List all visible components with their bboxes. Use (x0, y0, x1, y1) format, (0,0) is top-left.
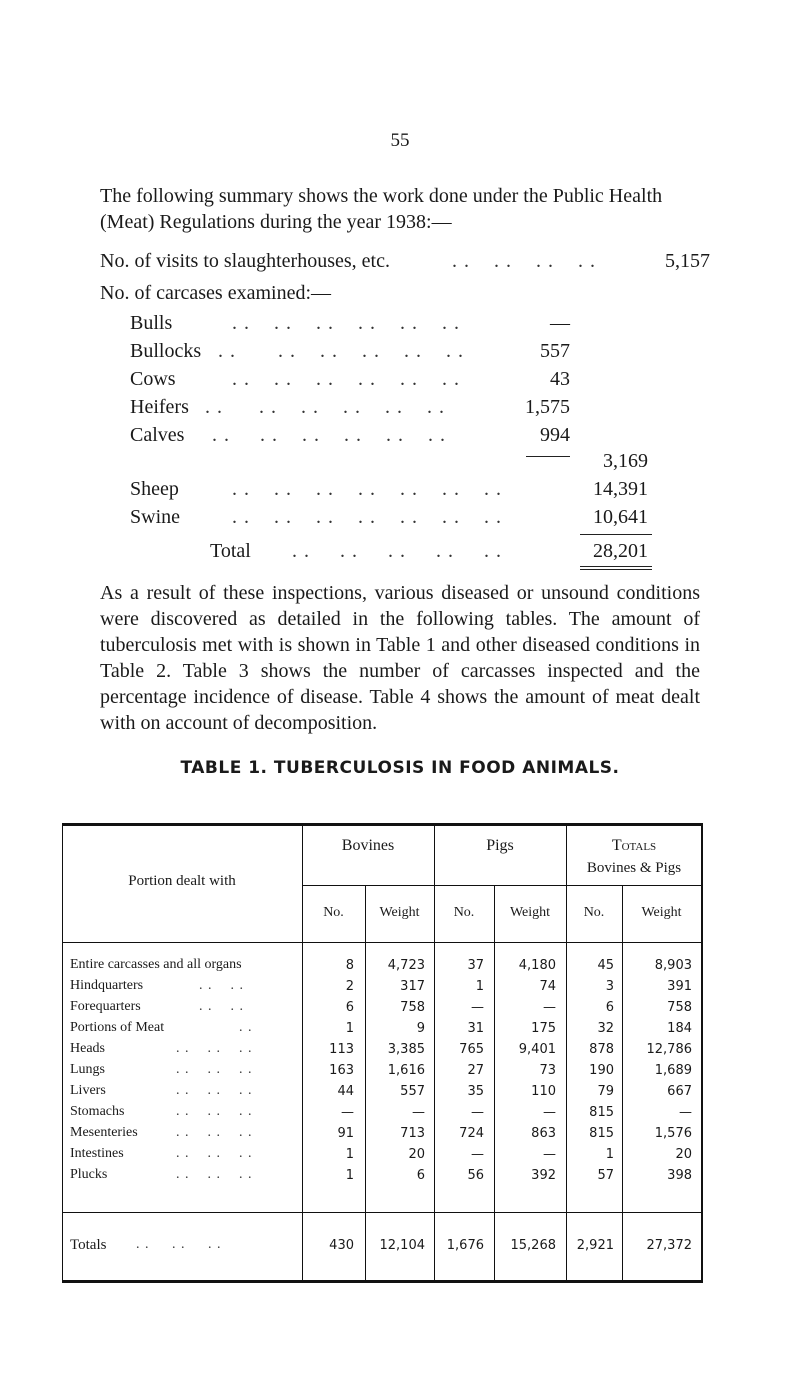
cell-t-no: 1 (605, 1147, 614, 1162)
subheader-no: No. (323, 905, 344, 920)
table-bottom-rule (62, 1280, 702, 1283)
cattle-label-calves: Calves (130, 424, 185, 446)
totals-all-weight: 27,372 (646, 1238, 692, 1253)
cell-t-wt: 1,576 (654, 1126, 692, 1141)
table-top-rule (62, 823, 702, 826)
cell-p-no: 27 (467, 1063, 484, 1078)
swine-label: Swine (130, 506, 180, 528)
row-label: Portions of Meat (70, 1020, 165, 1035)
cell-t-wt: 20 (675, 1147, 692, 1162)
header-totals-sub: Bovines & Pigs (586, 860, 682, 876)
cell-b-wt: 758 (400, 1000, 425, 1015)
cell-t-no: 815 (589, 1105, 614, 1120)
leader-dots: . . . . . . (176, 1125, 253, 1140)
visits-value: 5,157 (665, 250, 710, 272)
cell-b-wt: 317 (400, 979, 425, 994)
cell-t-wt: 1,689 (654, 1063, 692, 1078)
header-totals: Totals (611, 837, 657, 854)
sheep-label: Sheep (130, 478, 179, 500)
page-number: 55 (390, 130, 410, 151)
cell-b-wt: 20 (408, 1147, 425, 1162)
row-label: Forequarters (70, 999, 141, 1014)
cell-t-wt: 758 (667, 1000, 692, 1015)
subheader-weight: Weight (641, 905, 682, 920)
cell-p-no: 56 (467, 1168, 484, 1183)
header-bottom-rule (62, 942, 702, 943)
cell-p-wt: 73 (539, 1063, 556, 1078)
cell-t-no: 815 (589, 1126, 614, 1141)
cattle-value-calves: 994 (540, 424, 570, 446)
leader-dots: . . (230, 1020, 253, 1035)
cell-p-wt: 392 (531, 1168, 556, 1183)
cell-b-wt: 3,385 (387, 1042, 425, 1057)
cattle-label-cows: Cows (130, 368, 176, 390)
cattle-total-value: 3,169 (603, 450, 648, 472)
leader-dots: . . . . . . . . . . (292, 540, 502, 562)
leader-dots: . . . . . . . . . . . . (218, 340, 464, 362)
header-portion: Portion dealt with (128, 873, 236, 889)
cattle-value-bullocks: 557 (540, 340, 570, 362)
cell-p-wt: 863 (531, 1126, 556, 1141)
header-pigs: Pigs (486, 837, 514, 854)
cell-t-no: 190 (589, 1063, 614, 1078)
cell-t-wt: 184 (667, 1021, 692, 1036)
subheader-weight: Weight (509, 905, 551, 920)
leader-dots: . . . . . . . . . . . . (212, 424, 446, 446)
cell-b-no: 1 (345, 1168, 354, 1183)
cell-b-wt: 9 (416, 1021, 425, 1036)
cell-t-wt: 8,903 (654, 958, 692, 973)
row-label: Intestines (70, 1146, 124, 1161)
col-rule (701, 823, 703, 1283)
sheep-value: 14,391 (593, 478, 648, 500)
leader-dots: . . . . . . . . . . . . . . (232, 506, 502, 528)
cell-b-no: — (341, 1105, 354, 1120)
cell-b-no: 8 (345, 958, 354, 973)
table-title: TABLE 1. TUBERCULOSIS IN FOOD ANIMALS. (180, 758, 620, 778)
cell-t-no: 79 (597, 1084, 614, 1099)
cattle-label-heifers: Heifers (130, 396, 189, 418)
cell-t-no: 3 (605, 979, 614, 994)
row-label: Lungs (70, 1062, 105, 1077)
cell-p-wt: 74 (539, 979, 556, 994)
cell-p-no: 765 (459, 1042, 484, 1057)
row-label: Livers (70, 1083, 106, 1098)
cell-t-wt: 398 (667, 1168, 692, 1183)
row-label: Hindquarters (70, 978, 144, 993)
cell-p-no: — (471, 1147, 484, 1162)
cell-b-no: 1 (345, 1147, 354, 1162)
leader-dots: . . . . . . (136, 1237, 222, 1252)
row-label: Mesenteries (70, 1125, 138, 1140)
leader-dots: . . . . . . . . . . . . (232, 312, 460, 334)
leader-dots: . . . . . . (176, 1041, 253, 1056)
leader-dots: . . . . . . (176, 1062, 253, 1077)
leader-dots: . . . . . . . . . . . . . . (232, 478, 502, 500)
cell-b-wt: 4,723 (387, 958, 425, 973)
cell-b-no: 91 (337, 1126, 354, 1141)
totals-pigs-no: 1,676 (446, 1238, 484, 1253)
cell-b-no: 113 (329, 1042, 354, 1057)
cell-p-wt: — (543, 1000, 556, 1015)
cell-t-wt: — (679, 1105, 692, 1120)
cell-t-no: 45 (597, 958, 614, 973)
cell-t-wt: 391 (667, 979, 692, 994)
totals-pigs-weight: 15,268 (510, 1238, 556, 1253)
cell-p-no: 37 (467, 958, 484, 973)
header-bovines: Bovines (341, 837, 395, 854)
totals-all-no: 2,921 (576, 1238, 614, 1253)
cell-p-wt: 4,180 (518, 958, 556, 973)
cell-t-no: 878 (589, 1042, 614, 1057)
cattle-label-bullocks: Bullocks (130, 340, 202, 362)
leader-dots: . . . . . . . . . . . . (232, 368, 460, 390)
totals-bovines-no: 430 (329, 1238, 354, 1253)
cell-p-no: — (471, 1000, 484, 1015)
cell-b-wt: 6 (416, 1168, 425, 1183)
row-label: Stomachs (70, 1104, 125, 1119)
intro-paragraph: The following summary shows the work done under the Public Health (Meat) Regulations during the year 1938:— (100, 185, 663, 233)
cell-t-no: 6 (605, 1000, 614, 1015)
subheader-no: No. (583, 905, 605, 920)
row-label: Entire carcasses and all organs (70, 957, 242, 972)
cell-p-wt: 110 (531, 1084, 556, 1099)
subheader-rule (302, 885, 702, 886)
cell-p-no: 31 (467, 1021, 484, 1036)
cattle-label-bulls: Bulls (130, 312, 173, 334)
cell-t-wt: 12,786 (646, 1042, 692, 1057)
leader-dots: . . . . . . (176, 1083, 253, 1098)
visits-label: No. of visits to slaughterhouses, etc. (100, 250, 390, 272)
double-rule-top (580, 566, 652, 567)
leader-dots: . . . . (190, 978, 244, 993)
col-rule (62, 823, 63, 1283)
cell-p-wt: 175 (531, 1021, 556, 1036)
cell-b-no: 1 (345, 1021, 354, 1036)
cell-b-wt: — (412, 1105, 425, 1120)
cell-p-wt: 9,401 (518, 1042, 556, 1057)
leader-dots: . . . . . . (176, 1104, 253, 1119)
totals-bovines-weight: 12,104 (379, 1238, 425, 1253)
cell-p-wt: — (543, 1147, 556, 1162)
leader-dots: . . . . . . . . . . . . (205, 396, 445, 418)
cell-p-no: — (471, 1105, 484, 1120)
row-label: Plucks (70, 1167, 108, 1182)
row-label: Heads (70, 1041, 105, 1056)
cell-t-no: 57 (597, 1168, 614, 1183)
body-paragraph: As a result of these inspections, various diseased or unsound conditions were discovered as detailed in the following tables. The amount of tuberculosis met with is shown in Table 1 and other diseased conditions in Table 2. Table 3 shows the number of carcasses inspected and the percentage incidence of disease. Table 4 shows the amount of meat dealt with on account of decomposition. (100, 582, 700, 734)
total-rule (580, 534, 652, 535)
cattle-value-cows: 43 (550, 368, 570, 390)
cell-b-no: 2 (345, 979, 354, 994)
totals-top-rule (62, 1212, 702, 1213)
leader-dots: . . . . . . (176, 1167, 253, 1182)
cell-t-no: 32 (597, 1021, 614, 1036)
subheader-no: No. (453, 905, 475, 920)
cell-b-no: 163 (329, 1063, 354, 1078)
cell-t-wt: 667 (667, 1084, 692, 1099)
total-label: Total (210, 540, 251, 562)
totals-label: Totals (70, 1237, 107, 1253)
double-rule-bottom (580, 569, 652, 570)
cell-b-no: 44 (337, 1084, 354, 1099)
cell-b-wt: 713 (400, 1126, 425, 1141)
cell-b-wt: 557 (400, 1084, 425, 1099)
subheader-weight: Weight (379, 905, 420, 920)
leader-dots: . . . . (190, 999, 244, 1014)
cell-p-no: 724 (459, 1126, 484, 1141)
cell-p-no: 35 (467, 1084, 484, 1099)
total-value: 28,201 (593, 540, 648, 562)
swine-value: 10,641 (593, 506, 648, 528)
leader-dots: . . . . . . . . (452, 250, 596, 272)
cell-p-wt: — (543, 1105, 556, 1120)
cell-b-no: 6 (345, 1000, 354, 1015)
carcases-label: No. of carcases examined:— (100, 282, 332, 304)
leader-dots: . . . . . . (176, 1146, 253, 1161)
cattle-value-heifers: 1,575 (525, 396, 570, 418)
cell-b-wt: 1,616 (387, 1063, 425, 1078)
cell-p-no: 1 (475, 979, 484, 994)
cattle-value-bulls: — (550, 312, 570, 334)
